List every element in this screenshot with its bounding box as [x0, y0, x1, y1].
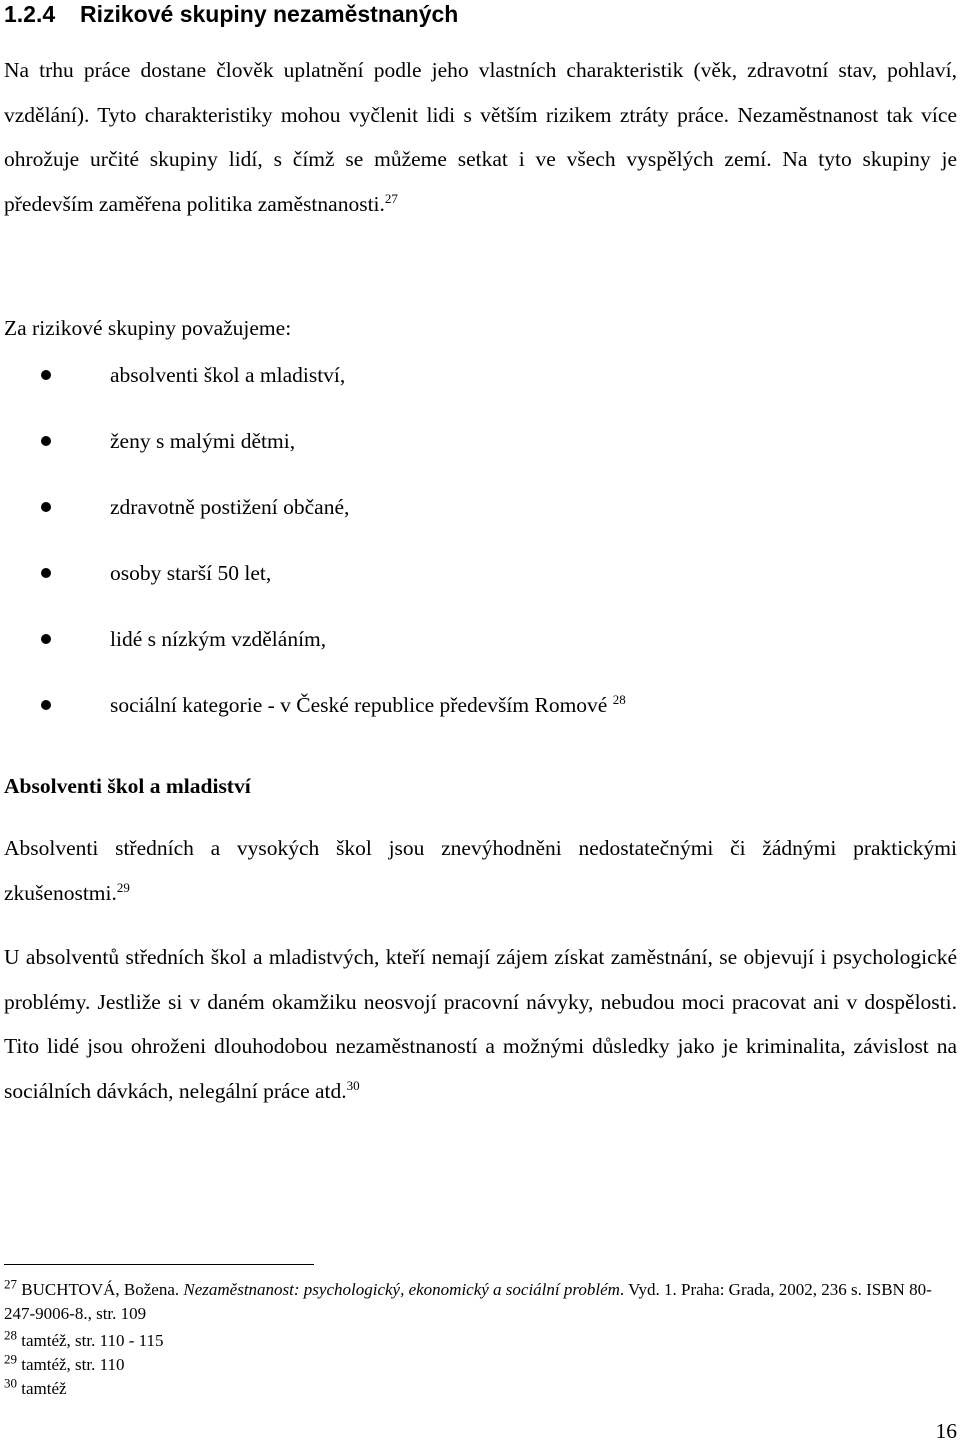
- intro-paragraph: [4, 48, 957, 226]
- bullet-icon: [41, 370, 51, 380]
- footnote-28: $^{28}$ tamtéž, str. 110 - 115: [4, 1327, 164, 1350]
- list-item: sociální kategorie - v České republice především Romové $^{28}$: [0, 685, 960, 725]
- bullet-icon: [41, 700, 51, 710]
- list-lead: Za rizikové skupiny považujeme:: [4, 316, 292, 340]
- footnote-29: $^{29}$ tamtéž, str. 110: [4, 1351, 125, 1374]
- footnote-book-title: Nezaměstnanost: psychologický, ekonomický a sociální problém: [183, 1280, 620, 1299]
- footnote-30: $^{30}$ tamtéž: [4, 1375, 67, 1398]
- footnote-ref-30[interactable]: 30: [346, 1077, 360, 1093]
- footnote-27: $^{27}$ BUCHTOVÁ, Božena. Nezaměstnanost: psychologický, ekonomický a sociální problém. Vyd. 1. Praha: Grada, 2002, 236 s. ISBN 80-247-9006-8., str. 109: [4, 1276, 932, 1323]
- subheading: Absolventi škol a mladiství: [4, 774, 251, 798]
- footnote-divider: [4, 1264, 314, 1265]
- list-item: lidé s nízkým vzděláním,: [0, 619, 960, 659]
- footnote-ref-29[interactable]: 29: [116, 879, 130, 895]
- section-heading: [4, 0, 458, 28]
- bullet-icon: [41, 436, 51, 446]
- list-item: zdravotně postižení občané,: [0, 487, 960, 527]
- section-title: Rizikové skupiny nezaměstnaných: [80, 1, 459, 27]
- bullet-icon: [41, 502, 51, 512]
- page-number: 16: [935, 1419, 957, 1443]
- paragraph-youth: U absolventů středních škol a mladistvých, kteří nemají zájem získat zaměstnání, se objevují i psychologické problémy. Jestliže si v daném okamžiku neosvojí pracovní návyky, nebudou moci pracovat ani v dospělosti. Tito lidé jsou ohroženi dlouhodobou nezaměstnaností a možnými důsledky jako je kriminalita, závislost na sociálních dávkách, nelegální práce atd.$^{30}$: [4, 945, 957, 1103]
- footnote-ref-27[interactable]: 27: [384, 190, 398, 206]
- list-item: ženy s malými dětmi,: [0, 421, 960, 461]
- list-item: osoby starší 50 let,: [0, 553, 960, 593]
- bullet-icon: [41, 634, 51, 644]
- footnote-ref-28[interactable]: 28: [612, 691, 626, 707]
- list-item: absolventi škol a mladiství,: [0, 355, 960, 395]
- paragraph-graduates: Absolventi středních a vysokých škol jsou znevýhodněni nedostatečnými či žádnými praktickými zkušenostmi.$^{29}$: [4, 836, 957, 905]
- bullet-icon: [41, 568, 51, 578]
- intro-text: Na trhu práce dostane člověk uplatnění podle jeho vlastních charakteristik (věk, zdravotní stav, pohlaví, vzdělání). Tyto charakteristiky mohou vyčlenit lidi s větším rizikem ztráty práce. Nezaměstnanost tak více ohrožuje určité skupiny lidí, s čímž se můžeme setkat i ve všech vyspělých zemí. Na tyto skupiny je především zaměřena politika zaměstnanosti.: [4, 58, 957, 216]
- section-number: 1.2.4: [4, 1, 56, 27]
